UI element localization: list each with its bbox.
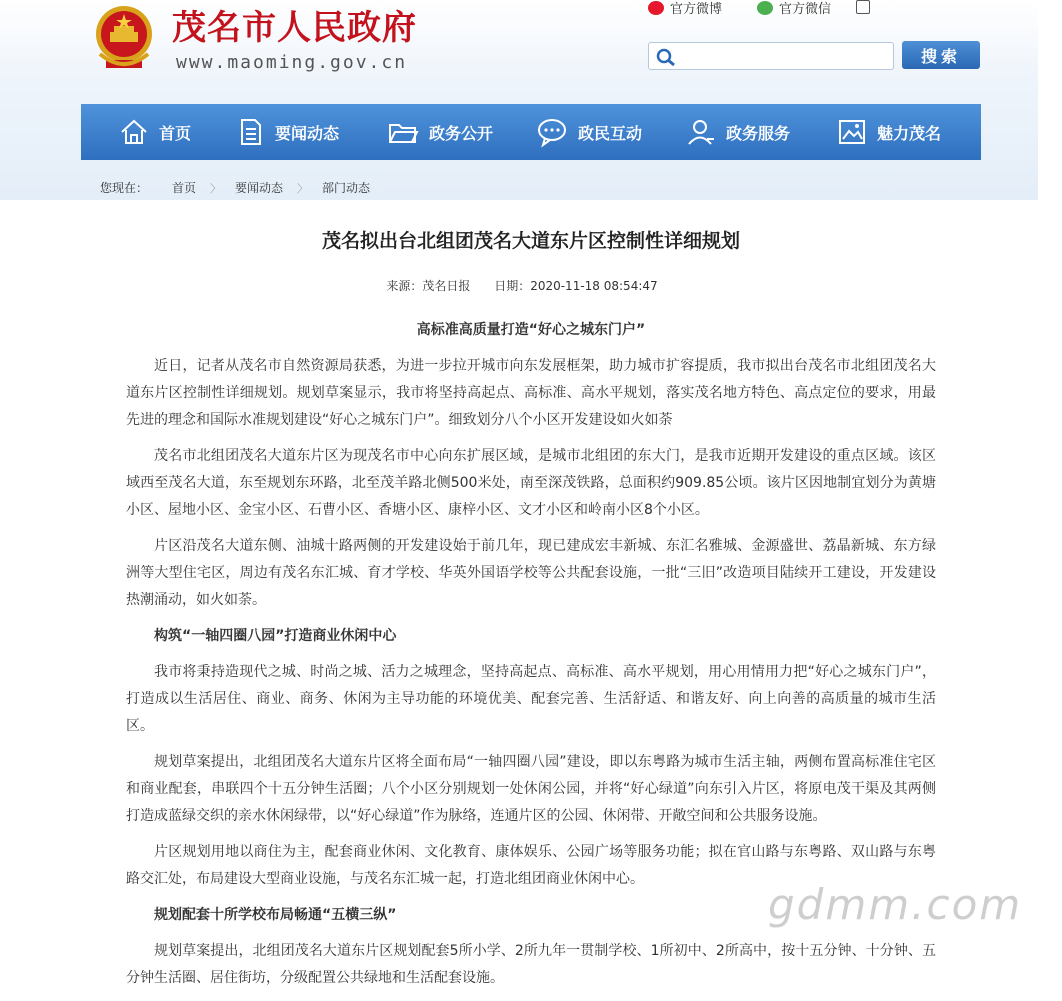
breadcrumb-home[interactable]: 首页 xyxy=(172,181,197,195)
breadcrumb-dept-news[interactable]: 部门动态 xyxy=(322,181,371,195)
paragraph: 片区沿茂名大道东侧、油城十路两侧的开发建设始于前几年，现已建成宏丰新城、东汇名雅城、金源盛世、荔晶新城、东方绿洲等大型住宅区，周边有茂名东汇城、育才学校、华英外国语学校等公共配套设施，一批“三旧”改造项目陆续开工建设，开发建设热潮涌动，如火如荼。 xyxy=(126,538,936,608)
home-icon xyxy=(119,118,149,146)
section-heading: 规划配套十所学校布局畅通“五横三纵” xyxy=(154,907,397,923)
paragraph: 我市将秉持造现代之城、时尚之城、活力之城理念，坚持高起点、高标准、高水平规划，用心用情用力把“好心之城东门户”，打造成以生活居住、商业、商务、休闲为主导功能的环境优美、配套完善、生活舒适、和谐友好、向上向善的高质量的城市生活区。 xyxy=(126,664,936,734)
section-heading: 构筑“一轴四圈八园”打造商业休闲中心 xyxy=(154,628,397,644)
weibo-icon xyxy=(648,1,664,15)
weibo-label: 官方微博 xyxy=(670,2,723,17)
nav-label: 魅力茂名 xyxy=(877,123,942,143)
weibo-link[interactable] xyxy=(648,0,722,17)
nav-item-services[interactable] xyxy=(686,104,790,160)
breadcrumb-separator: 〉 xyxy=(297,181,309,195)
site-title[interactable]: 茂名市人民政府 xyxy=(172,8,417,48)
site-url: www.maoming.gov.cn xyxy=(176,52,408,73)
breadcrumb-prefix: 您现在： xyxy=(100,181,149,195)
chat-icon xyxy=(536,117,568,147)
breadcrumb-separator: 〉 xyxy=(210,181,222,195)
wechat-icon xyxy=(757,1,773,15)
search-icon xyxy=(655,47,677,67)
picture-icon xyxy=(837,117,867,147)
wechat-label: 官方微信 xyxy=(779,2,832,17)
nav-item-news[interactable] xyxy=(237,104,339,160)
main-nav xyxy=(81,104,981,160)
nav-item-charm[interactable] xyxy=(837,104,941,160)
nav-label: 政务公开 xyxy=(429,123,494,143)
wechat-link[interactable] xyxy=(757,0,831,17)
paragraph: 片区规划用地以商住为主，配套商业休闲、文化教育、康体娱乐、公园广场等服务功能；拟在官山路与东粤路、双山路与东粤路交汇处，布局建设大型商业设施，与茂名东汇城一起，打造北组团商业休闲中心。 xyxy=(126,844,936,887)
search-button[interactable]: 搜索 xyxy=(902,41,980,69)
nav-item-interaction[interactable] xyxy=(536,104,642,160)
nav-label: 首页 xyxy=(159,123,192,143)
document-icon xyxy=(237,117,265,147)
watermark: gdmm.com xyxy=(768,880,1023,929)
folder-icon xyxy=(387,118,419,146)
search-input[interactable] xyxy=(648,42,894,70)
article-source: 来源：茂名日报 xyxy=(386,279,471,293)
mobile-icon[interactable] xyxy=(856,0,870,14)
nav-item-home[interactable] xyxy=(119,104,191,160)
paragraph: 茂名市北组团茂名大道东片区为现茂名市中心向东扩展区域，是城市北组团的东大门，是我市近期开发建设的重点区域。该区域西至茂名大道，东至规划东环路，北至茂羊路北侧500米处，南至深茂铁路，总面积约909.85公顷。该片区因地制宜划分为黄塘小区、屋地小区、金宝小区、石曹小区、香塘小区、康梓小区、文才小区和岭南小区8个小区。 xyxy=(126,448,936,518)
section-heading: 高标准高质量打造“好心之城东门户” xyxy=(416,322,646,338)
paragraph: 规划草案提出，北组团茂名大道东片区规划配套5所小学、2所九年一贯制学校、1所初中、2所高中，按十五分钟、十分钟、五分钟生活圈、居住街坊，分级配置公共绿地和生活配套设施。 xyxy=(126,943,936,986)
nav-label: 政务服务 xyxy=(726,123,791,143)
nav-label: 要闻动态 xyxy=(275,123,340,143)
national-emblem-logo xyxy=(92,2,156,72)
paragraph: 规划草案提出，北组团茂名大道东片区将全面布局“一轴四圈八园”建设，即以东粤路为城市生活主轴，两侧布置高标准住宅区和商业配套，串联四个十五分钟生活圈；八个小区分别规划一处休闲公园，并将“好心绿道”向东引入片区，将原电茂干渠及其两侧打造成蓝绿交织的亲水休闲绿带，以“好心绿道”作为脉络，连通片区的公园、休闲带、开敞空间和公共服务设施。 xyxy=(126,754,936,824)
nav-label: 政民互动 xyxy=(578,123,643,143)
article-meta xyxy=(0,277,1044,294)
nav-item-gov-affairs[interactable] xyxy=(387,104,493,160)
paragraph: 近日，记者从茂名市自然资源局获悉，为进一步拉开城市向东发展框架，助力城市扩容提质，我市拟出台茂名市北组团茂名大道东片区控制性详细规划。规划草案显示，我市将坚持高起点、高标准、高水平规划，落实茂名地方特色、高点定位的要求，用最先进的理念和国际水准规划建设“好心之城东门户”。细致划分八个小区开发建设如火如荼 xyxy=(126,358,936,428)
user-service-icon xyxy=(686,117,716,147)
breadcrumb xyxy=(100,179,370,196)
article-title: 茂名拟出台北组团茂名大道东片区控制性详细规划 xyxy=(321,230,740,252)
breadcrumb-news[interactable]: 要闻动态 xyxy=(235,181,284,195)
article-date: 日期：2020-11-18 08:54:47 xyxy=(494,279,658,293)
